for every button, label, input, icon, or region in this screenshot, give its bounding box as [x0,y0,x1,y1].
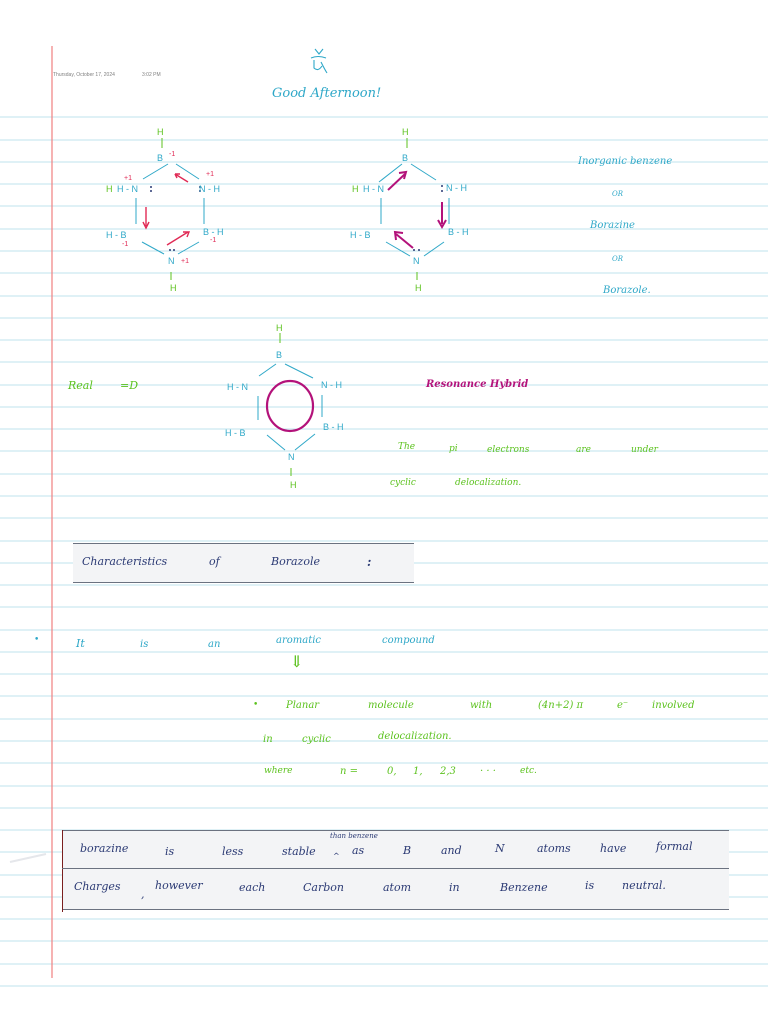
where-ellipsis: · · · [480,766,496,777]
where-n-equals: n = [340,766,358,777]
arom-word-an: an [208,639,221,650]
s3-h-top: H [276,323,283,333]
s2-n-bottom: N [413,256,420,266]
s3-b-left: H - B [225,428,246,438]
borazine-structure-arrows [346,124,496,299]
stab-word-in: in [449,881,460,894]
deloc-word-pi: pi [449,444,458,454]
s1-charge-b-left: -1 [122,241,129,248]
where-value-23: 2,3 [440,766,456,777]
note-date: Thursday, October 17, 2024 [53,72,115,78]
arom-word-aromatic: aromatic [276,635,322,646]
s1-charge-b-right: -1 [210,237,217,244]
stab-word-borazine: borazine [80,842,129,855]
planar-bullet: • [253,700,259,710]
deloc-word-delocalization: delocalization. [455,478,522,488]
where-word: where [264,766,293,776]
s3-n-right: N - H [321,380,342,390]
faint-pen-mark [8,850,48,866]
deloc-word-under: under [631,445,658,455]
s1-charge-n-bottom: +1 [181,258,189,265]
stab-word-each: each [239,881,266,894]
stability-box [62,830,729,910]
deloc-word-the: The [398,442,416,452]
s1-n-left: H - N [117,184,138,194]
s3-n-bottom: N [288,452,295,462]
stab-word-is: is [165,845,175,858]
doodle-symbol-icon [306,46,330,80]
stab-word-atoms: atoms [537,842,571,855]
char-word-characteristics: Characteristics [82,555,168,568]
planar-word-delocalization: delocalization. [378,731,452,742]
stab-word-carbon: Carbon [303,881,344,894]
s2-h-top: H [402,127,409,137]
arom-word-it: It [76,637,85,650]
planar-word-with: with [470,700,493,711]
stability-annotation-than-benzene: than benzene [330,832,378,840]
resonance-hybrid-label: Resonance Hybrid [426,379,529,390]
stab-word-charges: Charges [74,880,121,893]
planar-word-electron: e⁻ [617,700,629,711]
s1-b-left: H - B [106,230,127,240]
arom-word-is: is [140,639,149,650]
char-word-colon: : [367,555,372,569]
s2-h-left: H [352,184,359,194]
note-time: 3:02 PM [142,72,161,78]
deloc-word-are: are [576,445,591,455]
stab-word-however: however [155,879,203,892]
s2-b-top: B [402,153,409,163]
where-value-1: 1, [413,766,423,777]
stab-word-stable: stable [282,845,316,858]
stab-word-neutral: neutral. [622,879,666,892]
stab-word-n: N [495,842,505,855]
s2-h-bottom: H [415,283,422,293]
stability-box-left-rule [62,830,63,912]
s2-b-left: H - B [350,230,371,240]
s2-n-right: N - H [446,183,467,193]
planar-word-involved: involved [652,700,695,711]
aromatic-bullet: • [34,635,40,645]
real-arrow: =D [120,379,139,392]
s1-b-top: B [157,153,164,163]
char-word-of: of [209,555,220,568]
stab-word-as: as [352,844,365,857]
borazine-resonance-hybrid [225,320,375,495]
name-or-2: OR [612,255,624,263]
page-title: Good Afternoon! [272,86,382,101]
stab-comma: , [141,888,145,901]
where-etc: etc. [520,766,537,776]
s1-h-bottom: H [170,283,177,293]
stab-word-and: and [441,844,462,857]
planar-word-cyclic: cyclic [302,734,331,745]
name-or-1: OR [612,190,624,198]
s1-n-bottom: N [168,256,175,266]
name-inorganic-benzene: Inorganic benzene [578,156,673,167]
s3-n-left: H - N [227,382,248,392]
real-label: Real [68,379,93,392]
stab-word-formal: formal [656,840,693,853]
planar-word-4n2-pi: (4n+2) π [538,700,584,711]
deloc-word-cyclic: cyclic [390,478,416,488]
s1-charge-n-right: +1 [206,171,214,178]
s1-b-right: B - H [203,227,224,237]
name-borazole: Borazole. [603,285,651,296]
stab-word-have: have [600,842,627,855]
stab-word-benzene: Benzene [500,881,548,894]
implies-arrow: ⇓ [290,652,304,671]
stab-word-atom: atom [383,881,412,894]
s2-b-right: B - H [448,227,469,237]
char-word-borazole: Borazole [271,555,320,568]
where-value-0: 0, [387,766,397,777]
s1-charge-b-top: -1 [169,151,176,158]
stab-word-is-2: is [585,879,595,892]
stab-caret: ^ [333,852,340,861]
stab-word-b: B [403,844,412,857]
s1-n-right: N - H [199,184,220,194]
s2-n-left: H - N [363,184,384,194]
planar-word-in: in [263,734,273,745]
name-borazine: Borazine [590,220,635,231]
s3-b-top: B [276,350,283,360]
s1-charge-n-left: +1 [124,175,132,182]
stab-word-less: less [222,845,244,858]
s3-h-bottom: H [290,480,297,490]
arom-word-compound: compound [382,635,435,646]
planar-word-planar: Planar [286,700,320,711]
s1-h-top: H [157,127,164,137]
planar-word-molecule: molecule [368,700,414,711]
stability-box-divider [62,868,729,869]
deloc-word-electrons: electrons [487,445,530,455]
s3-b-right: B - H [323,422,344,432]
s1-h-left: H [106,184,113,194]
